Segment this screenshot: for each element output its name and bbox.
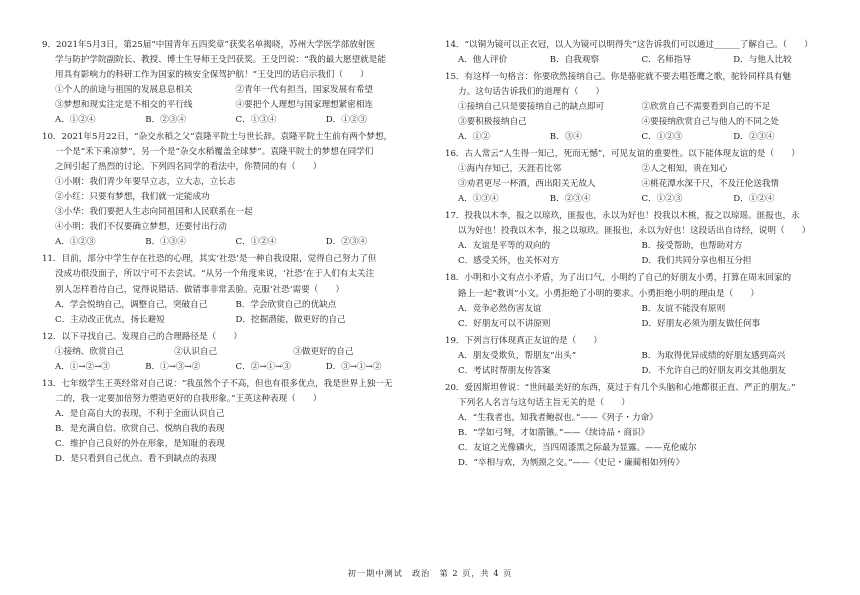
option-item: ②认识自己 <box>174 346 218 357</box>
option-item: ②青年一代有担当，国家发展有希望 <box>235 85 374 96</box>
question-line: 二的，我一定要加倍努力塑造更好的自我形象。”王英这种表现（ ） <box>55 393 322 404</box>
question <box>42 330 416 375</box>
option-item: ①接纳、欣赏自己 <box>55 346 124 357</box>
answer-choice: B．①③④ <box>145 237 186 248</box>
option-line: C．维护自己良好的外在形象，是知耻的表现 <box>55 438 225 449</box>
option-item: D．好朋友必须为朋友做任何事 <box>641 318 761 329</box>
question-stem: 12．以下寻找自己、发现自己的合理路径是（ ） <box>42 331 242 342</box>
question <box>445 209 825 269</box>
question <box>42 377 416 467</box>
option-row <box>445 239 825 254</box>
option-item: B．接受帮助，也帮助对方 <box>641 241 743 252</box>
option-item: B．学会欣赏自己的优缺点 <box>235 299 337 310</box>
question-stem: 9．2021年5月3日，第25届“中国青年五四奖章”获奖名单揭晓，苏州大学医学部放射医 <box>42 40 375 50</box>
question-line: 下列名人名言与这句话主旨无关的是（ ） <box>458 397 630 408</box>
option-row <box>42 298 416 313</box>
option-item: A．竞争必然伤害友谊 <box>458 303 542 314</box>
question-stem: 14．“以铜为镜可以正衣冠，以人为镜可以明得失”这告诉我们可以通过______了解自己。（ ） <box>445 40 813 50</box>
option-line: ①小刚：我们青少年要早立志，立大志，立长志 <box>55 177 236 188</box>
option-item: D．挖掘潜能，做更好的自己 <box>235 314 346 325</box>
answer-choice: B．③④ <box>549 132 582 143</box>
option-line: A．是自高自大的表现，不利于全面认识自己 <box>55 408 225 419</box>
question <box>42 38 416 128</box>
option-item: ④要把个人理想与国家理想紧密相连 <box>235 100 374 111</box>
question-line: 一个是“禾下乘凉梦”，另一个是“杂交水稻覆盖全球梦”。袁隆平院士的梦想在同学们 <box>55 147 374 158</box>
answer-choice: A．①②③ <box>55 237 96 248</box>
option-row <box>42 345 416 360</box>
option-line: D．是只看到自己优点、看不到缺点的表现 <box>55 453 217 464</box>
question-stem: 15．有这样一句格言：你要欣然接纳自己。你是骆驼就不要去唱苍鹰之歌，驼铃同样具有魅 <box>445 72 792 83</box>
option-item: ①海内存知己，天涯若比邻 <box>458 164 562 175</box>
option-item: C．感受关怀，也关怀对方 <box>458 256 560 267</box>
question-stem: 16．古人常云“人生得一知己，死而无憾”，可见友谊的重要性。以下能体现友谊的是（ ） <box>445 149 800 160</box>
answer-choice: B．②③④ <box>145 115 186 126</box>
question-stem: 10．2021年5月22日，“杂交水稻之父”袁隆平院士与世长辞。袁隆平院士生前有两个梦想， <box>42 132 393 143</box>
answer-choice: D．③→①→② <box>325 361 382 372</box>
question-line: 力。这句话告诉我们的道理有（ ） <box>458 87 605 98</box>
question <box>42 130 416 250</box>
answer-choice: A．①→②→③ <box>55 361 110 372</box>
option-row <box>445 364 825 379</box>
option-row <box>42 98 416 113</box>
answer-choice: A．①② <box>458 132 490 143</box>
option-item: D．不允许自己的好朋友再交其他朋友 <box>641 365 786 376</box>
option-item: C．考试时帮朋友传答案 <box>458 365 551 376</box>
option-line: ③小华：我们要把人生志向同祖国和人民联系在一起 <box>55 207 253 218</box>
question <box>42 252 416 327</box>
answer-choice: C．①②③ <box>641 132 683 143</box>
question-line: 用具有影响力的科研工作为国家的核安全保驾护航！”王殳凹的话启示我们（ ） <box>55 70 369 81</box>
option-row <box>445 317 825 332</box>
answer-choice: B．①→③→② <box>145 361 201 372</box>
option-line: B．“学如弓弩，才如箭镞。”——《续诗品・商识》 <box>458 427 650 438</box>
page-footer: 初一期中测试 政治 第 2 页，共 4 页 <box>347 568 513 578</box>
option-row <box>445 177 825 192</box>
answer-choice: C．②→①→③ <box>235 361 291 372</box>
question <box>445 38 825 68</box>
option-row <box>445 254 825 269</box>
question-line: 没成功很没面子，所以宁可不去尝试。“从另一个角度来说，‘社恐’在于人们有太关注 <box>55 269 375 280</box>
question-stem: 13．七年级学生王英经常对自己说：“我虽然个子不高，但也有很多优点，我是世界上独一无 <box>42 378 393 389</box>
option-row <box>445 302 825 317</box>
question-stem: 11．目前，部分中学生存在社恐的心理，其实‘社恐’是一种自我设限，觉得自己努力了但 <box>42 254 377 265</box>
question-stem: 17．投我以木李，报之以琼玖，匪报也，永以为好也！投我以木桃，报之以琼瑶。匪报也，永 <box>445 211 800 222</box>
option-item: ③劝君更尽一杯酒，西出阳关无故人 <box>458 179 596 190</box>
option-item: ①接纳自己只是要接纳自己的缺点即可 <box>458 102 605 113</box>
answer-options <box>42 235 416 250</box>
question-stem: 19．下列言行体现真正友谊的是（ ） <box>445 335 603 346</box>
option-item: ③梦想和现实注定是不相交的平行线 <box>55 100 193 111</box>
question-stem: 18．小明和小文有点小矛盾，为了出口气，小明约了自己的好朋友小勇，打算在周末回家的 <box>445 273 792 284</box>
option-row <box>445 100 825 115</box>
answer-choice: D．①②③ <box>325 115 368 126</box>
answer-options <box>445 130 825 145</box>
question-line: 别人怎样看待自己，觉得说错话、做错事非常丢脸。克服‘社恐’需要（ ） <box>55 284 345 295</box>
option-line: B．是充满自信、欣赏自己、悦纳自我的表现 <box>55 423 225 434</box>
answer-choice: A．他人评价 <box>458 55 508 66</box>
left-column <box>42 38 416 469</box>
option-item: B．为取得优异成绩的好朋友感到高兴 <box>641 350 786 361</box>
option-item: ②欣赏自己不需要看到自己的不足 <box>641 102 771 113</box>
answer-choice: D．①②④ <box>733 194 775 205</box>
question <box>445 334 825 379</box>
answer-choice: C．①③④ <box>235 115 277 126</box>
option-line: ②小红：只要有梦想，我们就一定能成功 <box>55 192 210 203</box>
option-item: D．我们共同分享也相互分担 <box>641 256 752 267</box>
answer-choice: C．名师指导 <box>641 55 692 66</box>
option-line: D．“卒相与欢，为刎颈之交。”——《史记・廉蔺相如列传》 <box>458 457 685 468</box>
option-row <box>445 349 825 364</box>
answer-options <box>445 192 825 207</box>
answer-options <box>42 113 416 128</box>
option-line: ④小明：我们不仅要确立梦想，还要付出行动 <box>55 222 227 233</box>
option-row <box>445 115 825 130</box>
option-item: ①个人的前途与祖国的发展息息相关 <box>55 85 193 96</box>
question <box>445 147 825 207</box>
option-row <box>42 313 416 328</box>
option-item: ④桃花潭水深千尺，不及汪伦送我情 <box>641 179 780 190</box>
option-item: ③做更好的自己 <box>293 346 354 357</box>
answer-choice: A．①③④ <box>458 194 499 205</box>
question-line: 之间引起了热烈的讨论。下列四名同学的看法中，你赞同的有（ ） <box>55 162 322 173</box>
question <box>445 271 825 331</box>
question-line: 路上一起“教训”小文。小勇拒绝了小明的要求。小勇拒绝小明的理由是（ ） <box>458 288 759 299</box>
option-item: C．好朋友可以不讲原则 <box>458 318 551 329</box>
option-item: A．学会悦纳自己，调整自己，突破自己 <box>55 299 208 310</box>
answer-options <box>42 360 416 375</box>
option-row <box>42 83 416 98</box>
answer-choice: D．②③④ <box>325 237 368 248</box>
option-item: C．主动改正优点，扬长避短 <box>55 314 165 325</box>
answer-choice: D．与他人比较 <box>733 55 792 66</box>
answer-choice: B．自我观察 <box>549 55 600 66</box>
option-item: B．友谊不能没有原则 <box>641 303 726 314</box>
question <box>445 381 825 471</box>
question-line: 学与防护学院副院长、教授、博士生导师王殳凹获奖。王殳凹说：“我的最大愿望就是能 <box>55 55 386 66</box>
option-line: A．“生我者也，知我者鲍叔也。”——《列子・力命》 <box>458 412 658 423</box>
answer-choice: D．②③④ <box>733 132 775 143</box>
answer-choice: A．①②④ <box>55 115 96 126</box>
question-stem: 20．爱因斯坦曾说：“世间最美好的东西，莫过于有几个头脑和心地都很正直、严正的朋友。” <box>445 382 796 393</box>
answer-options <box>445 53 825 68</box>
option-line: C．友谊之光像磷火，当四周漆黑之际最为显露。——克伦威尔 <box>458 442 697 453</box>
option-item: ③要积极接纳自己 <box>458 117 527 128</box>
option-row <box>445 162 825 177</box>
option-item: A．朋友受欺负，帮朋友“出头” <box>458 350 577 361</box>
question-line: 以为好也！投我以木李，报之以琼玖。匪报也，永以为好也！这段话出自诗经，说明（ ） <box>458 226 811 237</box>
question <box>445 70 825 145</box>
option-item: ④要接纳欣赏自己与他人的不同之处 <box>641 117 780 128</box>
option-item: A．友谊是平等的双向的 <box>458 241 551 252</box>
right-column <box>445 38 825 473</box>
answer-choice: C．①②④ <box>235 237 277 248</box>
option-item: ②人之相知，贵在知心 <box>641 164 728 175</box>
answer-choice: C．①②③ <box>641 194 683 205</box>
answer-choice: B．②③④ <box>549 194 591 205</box>
